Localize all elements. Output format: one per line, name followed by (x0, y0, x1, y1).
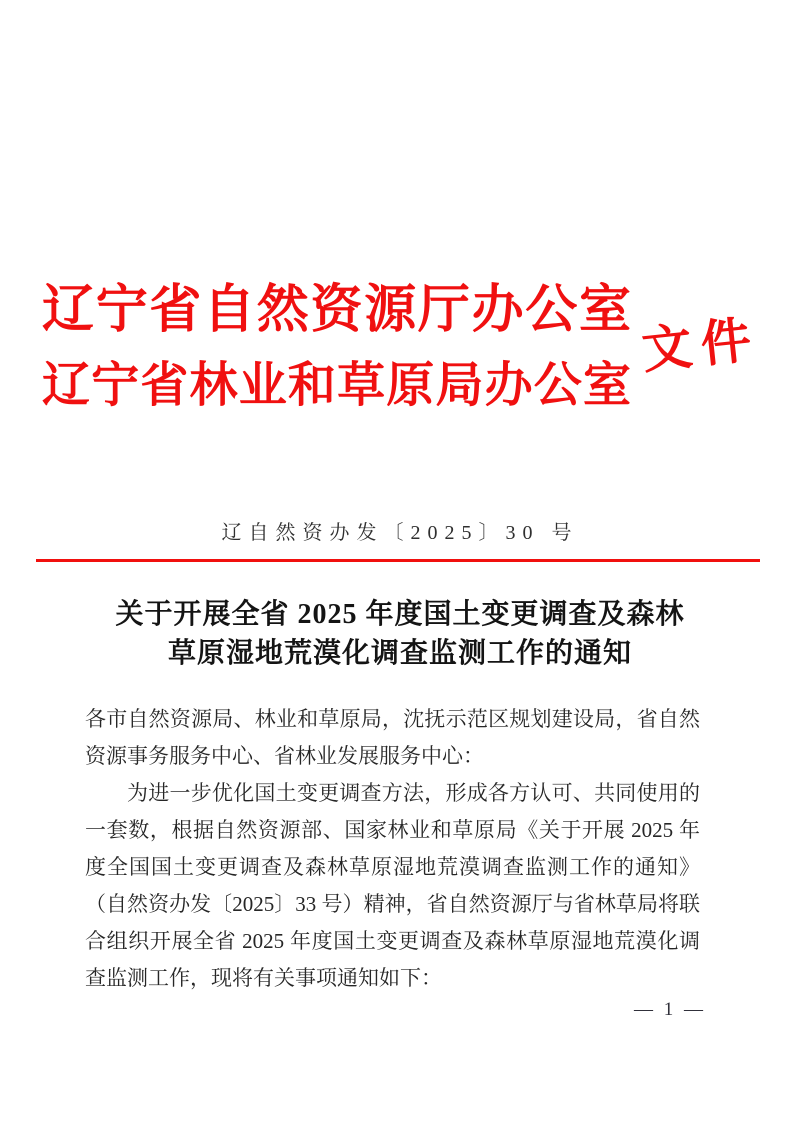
document-number: 辽自然资办发〔2025〕30 号 (221, 522, 579, 544)
issuing-org-line-2: 辽宁省林业和草原局办公室 (42, 359, 632, 412)
body-paragraph: 为进一步优化国土变更调查方法，形成各方认可、共同使用的一套数，根据自然资源部、国家林业和草原局《关于开展 2025 年度全国国土变更调查及森林草原湿地荒漠调查监测工作的通知》（自然资办发〔2025〕33 号）精神，省自然资源厅与省林草局将联合组织开展全省 2025 年度国土变更调查及森林草原湿地荒漠化调查监测工作，现将有关事项通知如下： (85, 781, 700, 990)
document-title-line-1: 关于开展全省 2025 年度国土变更调查及森林 (115, 599, 685, 630)
document-type-label: 文件 (639, 310, 763, 380)
issuing-org-line-1: 辽宁省自然资源厅办公室 (42, 282, 632, 339)
red-divider-line (36, 559, 760, 562)
salutation-line: 各市自然资源局、林业和草原局，沈抚示范区规划建设局，省自然资源事务服务中心、省林业发展服务中心： (85, 707, 700, 768)
document-title-line-2: 草原湿地荒漠化调查监测工作的通知 (167, 638, 632, 669)
document-title (0, 595, 800, 673)
document-body (85, 701, 700, 997)
page-number: — 1 — (634, 999, 706, 1020)
